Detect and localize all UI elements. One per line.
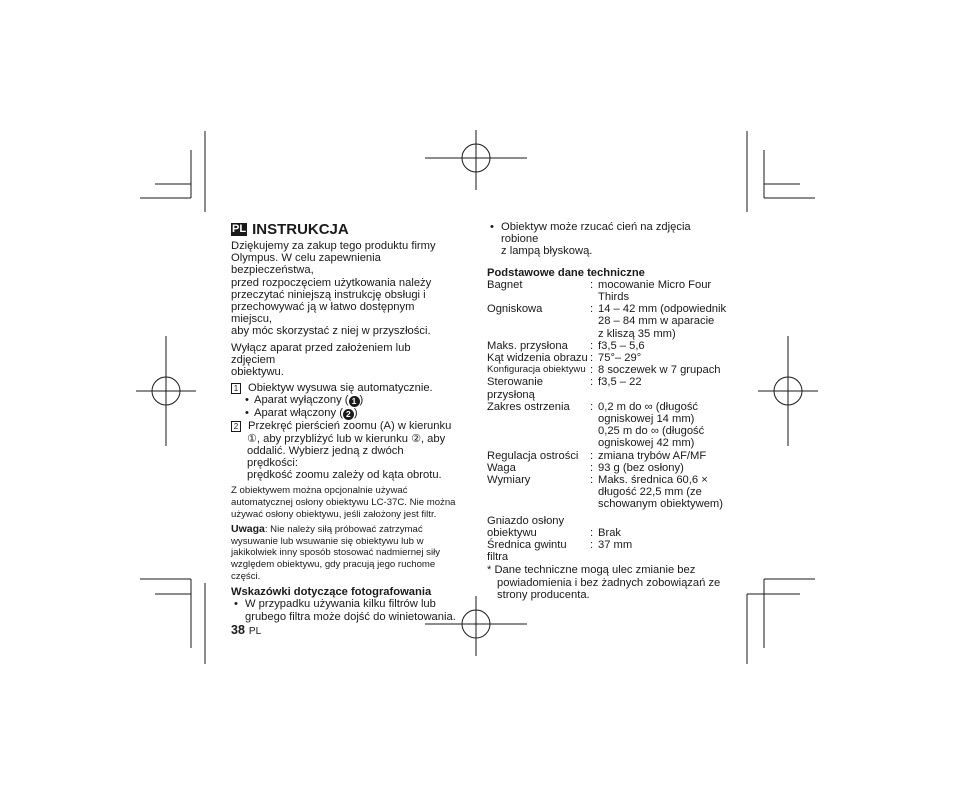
spec-value-line: f3,5 – 22 — [598, 376, 642, 389]
spec-value-line: ogniskowej 42 mm) — [598, 437, 695, 450]
spec-key: Konfiguracja obiektywu — [487, 364, 586, 376]
spec-value — [598, 279, 727, 303]
spec-value — [598, 401, 727, 450]
intro-line: Olympus. W celu zapewnienia bezpieczeństwa, — [231, 252, 381, 277]
hood-note-line: używać osłony obiektywu, jeśli założony jest filtr. — [231, 508, 437, 520]
spec-key: Zakres ostrzenia — [487, 400, 570, 413]
footnote-line: strony producenta. — [497, 588, 590, 601]
step-text: oddalić. Wybierz jedną z dwóch prędkości: — [247, 444, 404, 470]
spec-row — [487, 539, 727, 563]
step-1 — [231, 382, 457, 420]
caution-line: względem obiektywu, gdy pracują jego ruchome części. — [231, 559, 436, 582]
spec-value-line: f3,5 – 5,6 — [598, 339, 645, 352]
spec-key: Maks. przysłona — [487, 339, 568, 352]
caution-line: wysuwanie lub wsuwanie się obiektywu lub w — [231, 535, 424, 547]
spec-colon: : — [590, 449, 594, 462]
spec-value-line: zmiana trybów AF/MF — [598, 449, 707, 462]
circled-two-icon: ② — [411, 432, 421, 445]
footnote-line: powiadomienia i bez żadnych zobowiązań ze — [497, 576, 721, 589]
caution-label: Uwaga — [231, 523, 265, 536]
spec-value-line: ogniskowej 14 mm) — [598, 413, 695, 426]
spec-value-line: 0,2 m do ∞ (długość — [598, 400, 699, 413]
spec-row — [487, 352, 727, 364]
bullet-text: Aparat wyłączony ( — [254, 394, 349, 407]
spec-value-line: Maks. średnica 60,6 × — [598, 474, 708, 487]
spec-value-line: Thirds — [598, 291, 630, 304]
step-number-box: 2 — [231, 421, 241, 432]
hood-note-line: Z obiektywem można opcjonalnie używać — [231, 485, 408, 497]
intro-line: przed rozpoczęciem użytkowania należy — [231, 276, 432, 289]
spec-value-line: 75°– 29° — [598, 352, 642, 365]
bullet-text-end: ) — [359, 394, 364, 407]
spec-row — [487, 474, 727, 511]
circled-number-icon: 2 — [343, 409, 354, 420]
step-text — [231, 433, 457, 445]
caution-line: : Nie należy siłą próbować zatrzymać — [264, 524, 423, 536]
spec-value-line: 14 – 42 mm (odpowiednik — [598, 303, 727, 316]
spec-row — [487, 462, 727, 474]
section-heading — [231, 221, 457, 238]
spec-row — [487, 340, 727, 352]
footnote-line: * Dane techniczne mogą ulec zmianie bez — [487, 564, 696, 577]
registration-mark-right — [758, 336, 818, 446]
spec-key: Wymiary — [487, 474, 531, 487]
circled-number-icon: 1 — [349, 396, 360, 407]
caution-line: jakikolwiek inny sposób stosować nadmiernej siły — [231, 547, 441, 559]
spec-value — [598, 450, 727, 462]
registration-mark-top — [425, 130, 527, 190]
power-off-line: obiektywu. — [231, 366, 284, 379]
spec-value-line: mocowanie Micro Four — [598, 278, 712, 291]
power-off-line: Wyłącz aparat przed założeniem lub zdjęciem — [231, 341, 411, 366]
page-number: 38 — [231, 622, 245, 637]
spec-key: Średnica gwintu filtra — [487, 539, 567, 564]
bullet-text-end: ) — [353, 407, 358, 420]
step-text-part: , aby — [420, 432, 446, 445]
tips-line: W przypadku używania kilku filtrów lub — [245, 598, 436, 611]
step-text-part: , aby przybliżyć lub w kierunku — [256, 432, 412, 445]
tips-line: grubego filtra może dojść do winietowania. — [245, 610, 456, 623]
registration-mark-left — [136, 336, 196, 446]
spec-value — [598, 340, 727, 352]
step-text: prędkość zoomu zależy od kąta obrotu. — [247, 469, 442, 482]
spec-key: obiektywu — [487, 526, 537, 539]
flash-bullet: • Obiektyw może rzucać cień na zdjęcia robione z lampą błyskową. — [487, 221, 727, 258]
step-2 — [231, 420, 457, 481]
tips-heading: Wskazówki dotyczące fotografowania — [231, 586, 432, 599]
spec-row — [487, 303, 727, 340]
footnote — [487, 564, 727, 601]
spec-colon: : — [590, 461, 594, 474]
spec-colon: : — [590, 400, 594, 413]
spec-colon: : — [590, 303, 594, 316]
intro-line: przeczytać niniejszą instrukcję obsługi i — [231, 288, 426, 301]
spec-value-line: 8 soczewek w 7 grupach — [598, 364, 721, 377]
hood-note — [231, 485, 457, 520]
right-column — [487, 221, 727, 601]
caution-note — [231, 524, 457, 582]
spec-value — [598, 376, 727, 400]
step-text: Przekręć pierścień zoomu (A) w kierunku — [248, 420, 452, 433]
spec-row — [487, 279, 727, 303]
language-badge: PL — [232, 223, 247, 235]
page-footer — [231, 624, 457, 638]
left-column — [231, 221, 457, 638]
spec-value: Brak — [598, 526, 622, 539]
spec-key: Regulacja ostrości — [487, 449, 579, 462]
spec-value — [598, 462, 727, 474]
spec-colon: : — [590, 526, 594, 539]
intro-line: przechowywać ją w łatwo dostępnym miejscu, — [231, 301, 415, 326]
spec-key: Sterowanie przysłoną — [487, 376, 543, 401]
spec-row — [487, 515, 727, 539]
circled-one-icon: ① — [247, 432, 257, 445]
flash-line: z lampą błyskową. — [501, 245, 593, 258]
spec-key: Ogniskowa — [487, 303, 543, 316]
spec-row — [487, 364, 727, 376]
spec-value-line: długość 22,5 mm (ze — [598, 486, 702, 499]
spec-colon: : — [590, 278, 594, 291]
bullet-item: • Aparat włączony ( 2 ) — [245, 407, 358, 420]
spec-colon: : — [590, 376, 594, 389]
spec-key: Gniazdo osłony — [487, 514, 565, 527]
spec-value — [598, 474, 727, 511]
spec-key: Kąt widzenia obrazu — [487, 352, 588, 365]
spec-value: 37 mm — [598, 539, 633, 552]
power-off-paragraph — [231, 342, 457, 379]
flash-line: Obiektyw może rzucać cień na zdjęcia robione — [501, 221, 691, 246]
step-number-box: 1 — [231, 383, 241, 394]
spec-value-line: 93 g (bez osłony) — [598, 461, 684, 474]
spec-value — [598, 352, 727, 364]
page-title: INSTRUKCJA — [252, 221, 349, 238]
intro-paragraph — [231, 240, 457, 338]
spec-row — [487, 401, 727, 450]
spec-value — [598, 364, 727, 376]
step-text: Obiektyw wysuwa się automatycznie. — [248, 382, 433, 395]
spec-colon: : — [590, 339, 594, 352]
spec-colon: : — [590, 352, 594, 365]
spec-value-line: 28 – 84 mm w aparacie — [598, 315, 715, 328]
bullet-item: • Aparat wyłączony ( 1 ) — [245, 394, 364, 407]
bullet-text: Aparat włączony ( — [254, 407, 343, 420]
spec-row — [487, 376, 727, 400]
spec-value — [598, 303, 727, 340]
specs-heading: Podstawowe dane techniczne — [487, 266, 645, 279]
spec-value-line: z kliszą 35 mm) — [598, 327, 676, 340]
spec-table — [487, 279, 727, 511]
spec-value-line: 0,25 m do ∞ (długość — [598, 425, 705, 438]
spec-colon: : — [590, 364, 594, 377]
spec-colon: : — [590, 539, 594, 552]
spec-colon: : — [590, 474, 594, 487]
spec-row — [487, 450, 727, 462]
intro-line: aby móc skorzystać z niej w przyszłości. — [231, 325, 431, 338]
spec-key: Bagnet — [487, 278, 523, 291]
hood-note-line: automatycznej osłony obiektywu LC-37C. Nie można — [231, 497, 456, 509]
page-language: PL — [248, 625, 262, 637]
tips-bullet: • W przypadku używania kilku filtrów lub grubego filtra może dojść do winietowania. — [234, 598, 456, 623]
intro-line: Dziękujemy za zakup tego produktu firmy — [231, 240, 436, 252]
spec-value-line: schowanym obiektywem) — [598, 498, 723, 511]
spec-key: Waga — [487, 461, 516, 474]
